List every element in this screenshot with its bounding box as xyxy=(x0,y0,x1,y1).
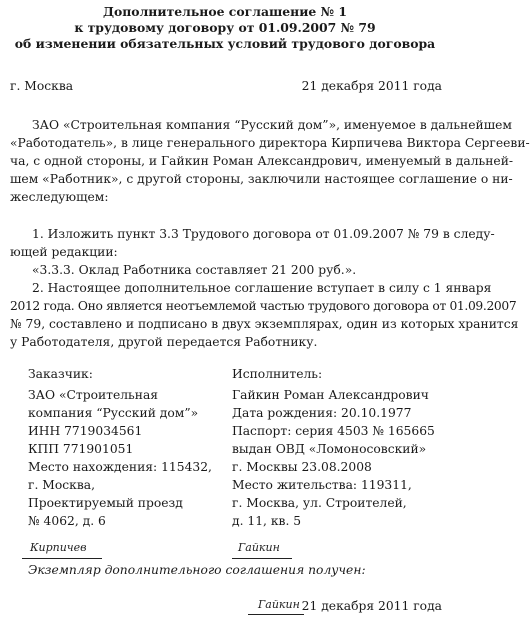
customer-line: КПП 771901051 xyxy=(28,442,134,456)
receipt-date: 21 декабря 2011 года xyxy=(301,599,442,613)
preamble-line: «Работодатель», в лице генерального директора Кирпичева Виктора Сергееви- xyxy=(10,136,530,150)
customer-signature-line xyxy=(22,558,102,559)
document-title-line-3: об изменении обязательных условий трудового договора xyxy=(14,36,436,51)
document-title-line-2: к трудовому договору от 01.09.2007 № 79 xyxy=(74,20,376,35)
executor-line: г. Москва, ул. Строителей, xyxy=(232,496,407,510)
customer-heading: Заказчик: xyxy=(28,367,93,381)
executor-line: Паспорт: серия 4503 № 165665 xyxy=(232,424,435,438)
document-date: 21 декабря 2011 года xyxy=(301,79,442,93)
preamble-line: жеследующем: xyxy=(10,190,109,204)
document-title-line-1: Дополнительное соглашение № 1 xyxy=(102,4,348,19)
place: г. Москва xyxy=(10,79,74,93)
executor-line: Место жительства: 119311, xyxy=(232,478,412,492)
customer-line: Проектируемый проезд xyxy=(28,496,183,510)
executor-heading: Исполнитель: xyxy=(232,367,323,381)
clause-line: «3.3.3. Оклад Работника составляет 21 200 руб.». xyxy=(32,263,357,277)
customer-signature: Кирпичев xyxy=(30,541,87,554)
preamble-line: шем «Работник», с другой стороны, заключили настоящее соглашение о ни- xyxy=(10,172,513,186)
executor-signature-line xyxy=(232,558,292,559)
clause-line: у Работодателя, другой передается Работнику. xyxy=(10,335,318,349)
preamble-line: ЗАО «Строительная компания “Русский дом”», именуемое в дальнейшем xyxy=(32,118,512,132)
clause-line: 2012 года. Оно является неотъемлемой частью трудового договора от 01.09.2007 xyxy=(10,299,517,313)
clause-line: ющей редакции: xyxy=(10,245,118,259)
customer-line: Место нахождения: 115432, xyxy=(28,460,212,474)
customer-line: ИНН 7719034561 xyxy=(28,424,143,438)
clause-line: 1. Изложить пункт 3.3 Трудового договора от 01.09.2007 № 79 в следу- xyxy=(32,227,495,241)
customer-line: ЗАО «Строительная xyxy=(28,388,159,402)
clause-line: № 79, составлено и подписано в двух экземплярах, один из которых хранится xyxy=(10,317,519,331)
executor-signature: Гайкин xyxy=(238,541,280,554)
executor-line: выдан ОВД «Ломоносовский» xyxy=(232,442,427,456)
executor-line: д. 11, кв. 5 xyxy=(232,514,302,528)
receipt-signature: Гайкин xyxy=(258,598,300,611)
preamble-line: ча, с одной стороны, и Гайкин Роман Александрович, именуемый в дальней- xyxy=(10,154,514,168)
executor-line: Гайкин Роман Александрович xyxy=(232,388,429,402)
receipt-text: Экземпляр дополнительного соглашения получен: xyxy=(28,563,366,577)
receipt-signature-line xyxy=(248,614,304,615)
customer-line: компания “Русский дом”» xyxy=(28,406,199,420)
clause-line: 2. Настоящее дополнительное соглашение вступает в силу с 1 января xyxy=(32,281,492,295)
customer-line: г. Москва, xyxy=(28,478,95,492)
customer-line: № 4062, д. 6 xyxy=(28,514,106,528)
executor-line: Дата рождения: 20.10.1977 xyxy=(232,406,412,420)
executor-line: г. Москвы 23.08.2008 xyxy=(232,460,372,474)
